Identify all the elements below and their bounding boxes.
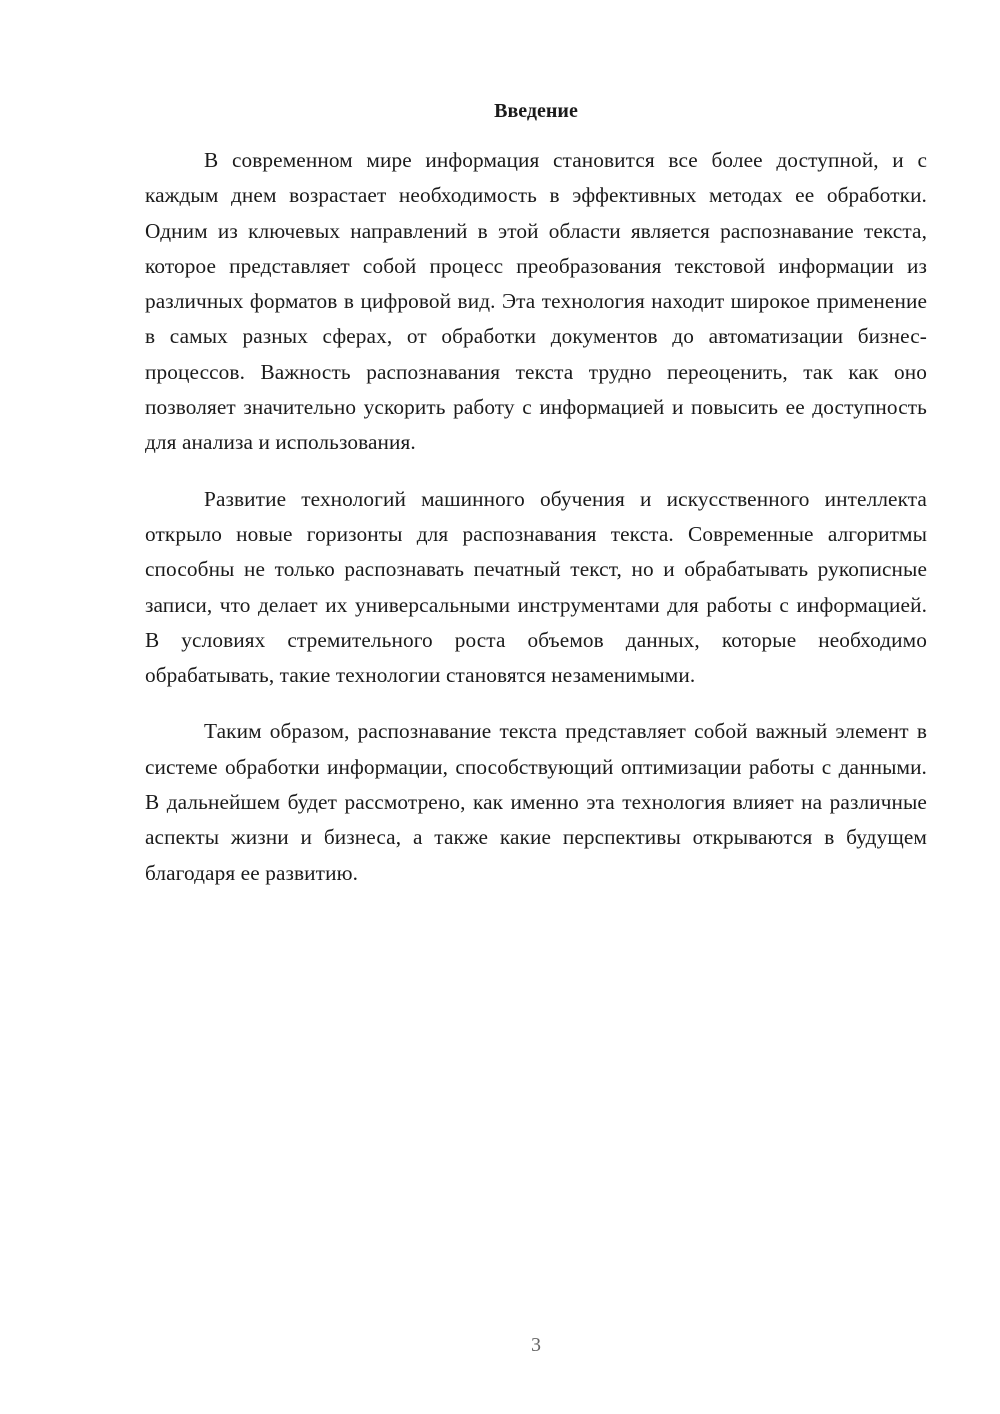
page-title: Введение (494, 100, 578, 122)
paragraph: Таким образом, распознавание текста представляет собой важный элемент в системе обработки информации, способствующий оптимизации работы с данными. В дальнейшем будет рассмотрено, как именно эта технология влияет на различные аспекты жизни и бизнеса, а также какие перспективы открываются в будущем благодаря ее развитию. (145, 719, 927, 885)
page-number: 3 (531, 1334, 541, 1356)
paragraph: Развитие технологий машинного обучения и искусственного интеллекта открыло новые горизонты для распознавания текста. Современные алгоритмы способны не только распознавать печатный текст, но и обрабатывать рукописные записи, что делает их универсальными инструментами для работы с информацией. В условиях стремительного роста объемов данных, которые необходимо обрабатывать, такие технологии становятся незаменимыми. (145, 486, 927, 688)
document-body (145, 143, 927, 912)
paragraph: В современном мире информация становится все более доступной, и с каждым днем возрастает необходимость в эффективных методах ее обработки. Одним из ключевых направлений в этой области является распознавание текста, которое представляет собой процесс преобразования текстовой информации из различных форматов в цифровой вид. Эта технология находит широкое применение в самых разных сферах, от обработки документов до автоматизации бизнес-процессов. Важность распознавания текста трудно переоценить, так как оно позволяет значительно ускорить работу с информацией и повысить ее доступность для анализа и использования. (145, 148, 927, 455)
